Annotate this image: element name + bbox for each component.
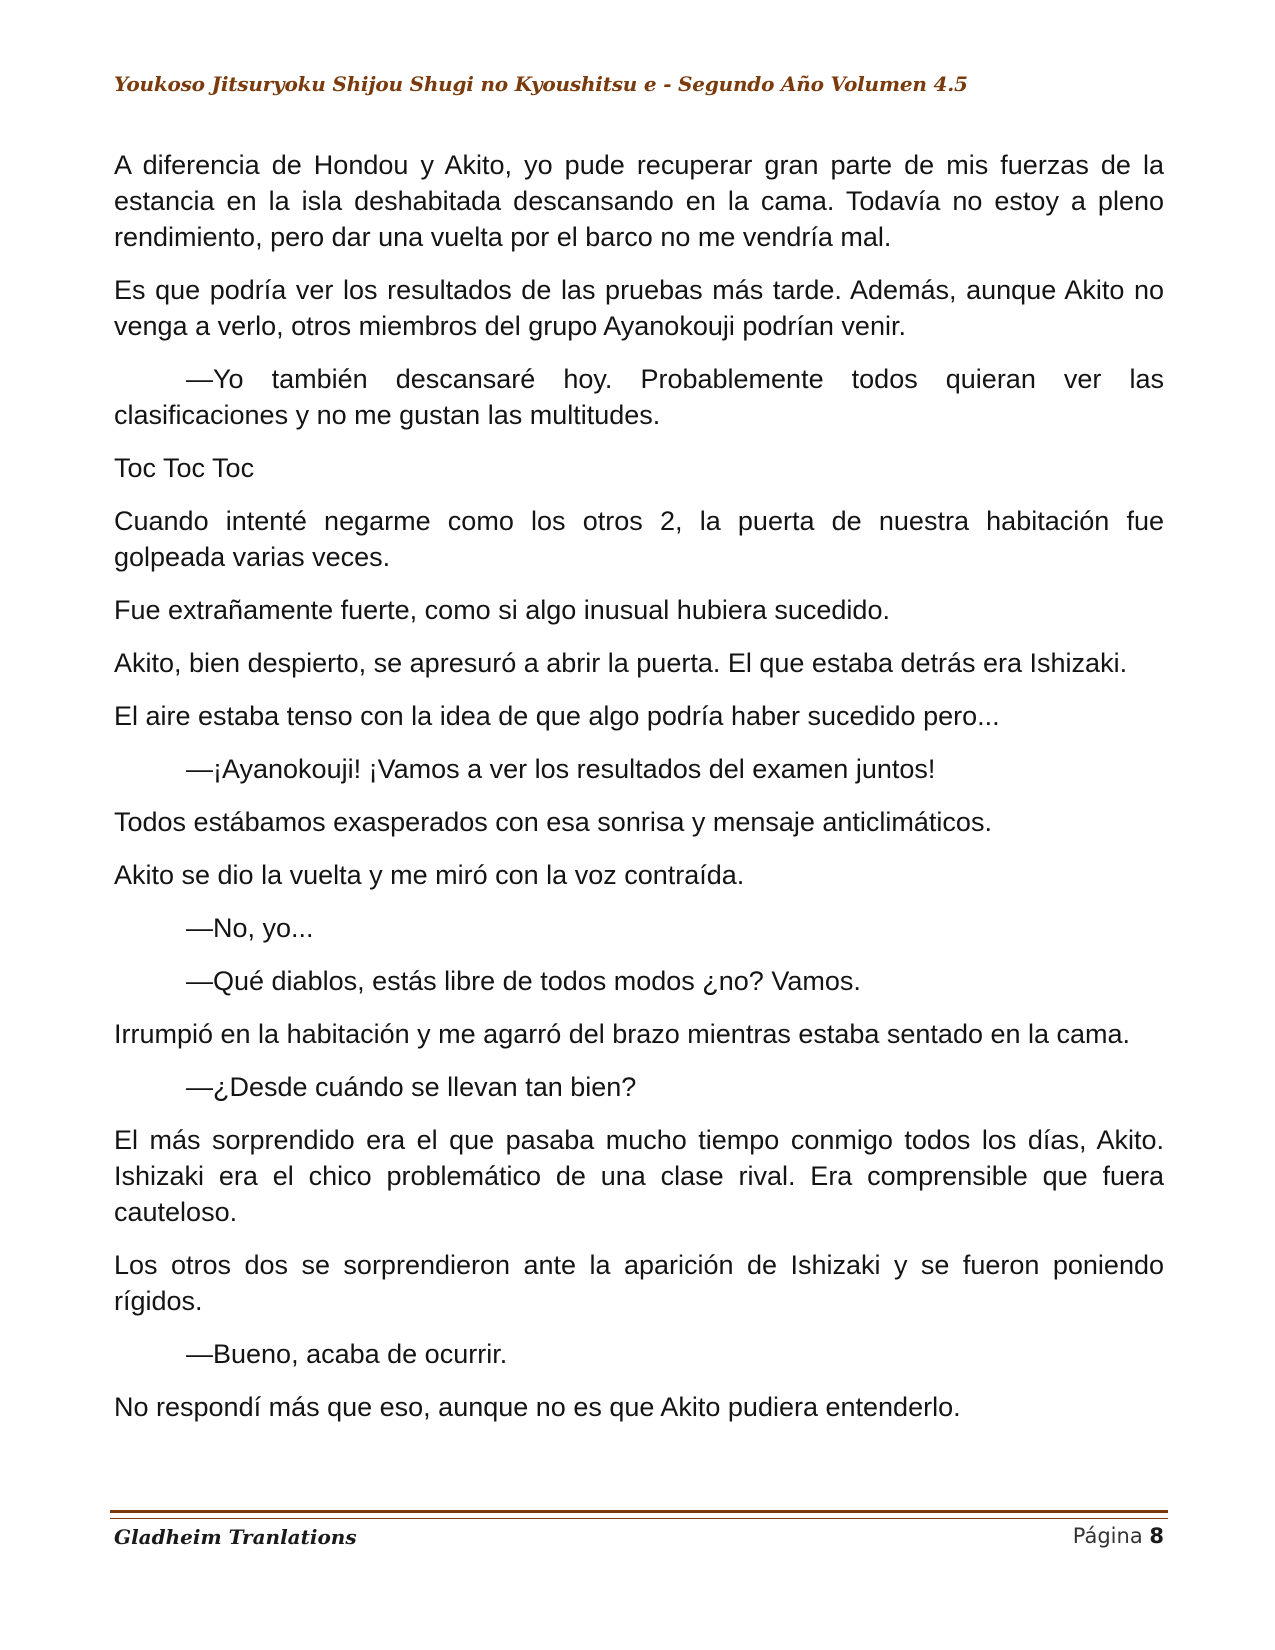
page-indicator <box>1073 1524 1164 1548</box>
dialogue-line: —¿Desde cuándo se llevan tan bien? <box>186 1072 637 1102</box>
paragraph: Irrumpió en la habitación y me agarró del brazo mientras estaba sentado en la cama. <box>114 1019 1131 1049</box>
dialogue-line: —Yo también descansaré hoy. Probablemente todos quieran ver las clasificaciones y no me gustan las multitudes. <box>114 364 1164 430</box>
footer-divider <box>110 1510 1168 1519</box>
dialogue-line: —Bueno, acaba de ocurrir. <box>186 1339 508 1369</box>
paragraph: Akito, bien despierto, se apresuró a abrir la puerta. El que estaba detrás era Ishizaki. <box>114 648 1128 678</box>
paragraph: Es que podría ver los resultados de las pruebas más tarde. Además, aunque Akito no venga a verlo, otros miembros del grupo Ayanokouji podrían venir. <box>114 275 1164 341</box>
running-header: Youkoso Jitsuryoku Shijou Shugi no Kyoushitsu e - Segundo Año Volumen 4.5 <box>114 72 968 96</box>
translator-credit: Gladheim Tranlations <box>114 1525 357 1549</box>
dialogue-line: —Qué diablos, estás libre de todos modos ¿no? Vamos. <box>186 966 861 996</box>
dialogue-line: —No, yo... <box>186 913 314 943</box>
paragraph: Fue extrañamente fuerte, como si algo inusual hubiera sucedido. <box>114 595 890 625</box>
paragraph: Todos estábamos exasperados con esa sonrisa y mensaje anticlimáticos. <box>114 807 992 837</box>
paragraph: Los otros dos se sorprendieron ante la aparición de Ishizaki y se fueron poniendo rígidos. <box>114 1250 1164 1316</box>
paragraph: Cuando intenté negarme como los otros 2, la puerta de nuestra habitación fue golpeada varias veces. <box>114 506 1164 572</box>
page-body <box>114 147 1164 1442</box>
paragraph: Toc Toc Toc <box>114 453 255 483</box>
page-number: 8 <box>1149 1524 1164 1548</box>
paragraph: El aire estaba tenso con la idea de que algo podría haber sucedido pero... <box>114 701 1000 731</box>
paragraph: Akito se dio la vuelta y me miró con la voz contraída. <box>114 860 745 890</box>
paragraph: A diferencia de Hondou y Akito, yo pude recuperar gran parte de mis fuerzas de la estancia en la isla deshabitada descansando en la cama. Todavía no estoy a pleno rendimiento, pero dar una vuelta por el barco no me vendría mal. <box>114 150 1164 252</box>
paragraph: El más sorprendido era el que pasaba mucho tiempo conmigo todos los días, Akito. Ishizaki era el chico problemático de una clase rival. Era comprensible que fuera cauteloso. <box>114 1125 1164 1227</box>
paragraph: No respondí más que eso, aunque no es que Akito pudiera entenderlo. <box>114 1392 961 1422</box>
page-label: Página <box>1072 1524 1143 1548</box>
dialogue-line: —¡Ayanokouji! ¡Vamos a ver los resultados del examen juntos! <box>186 754 936 784</box>
